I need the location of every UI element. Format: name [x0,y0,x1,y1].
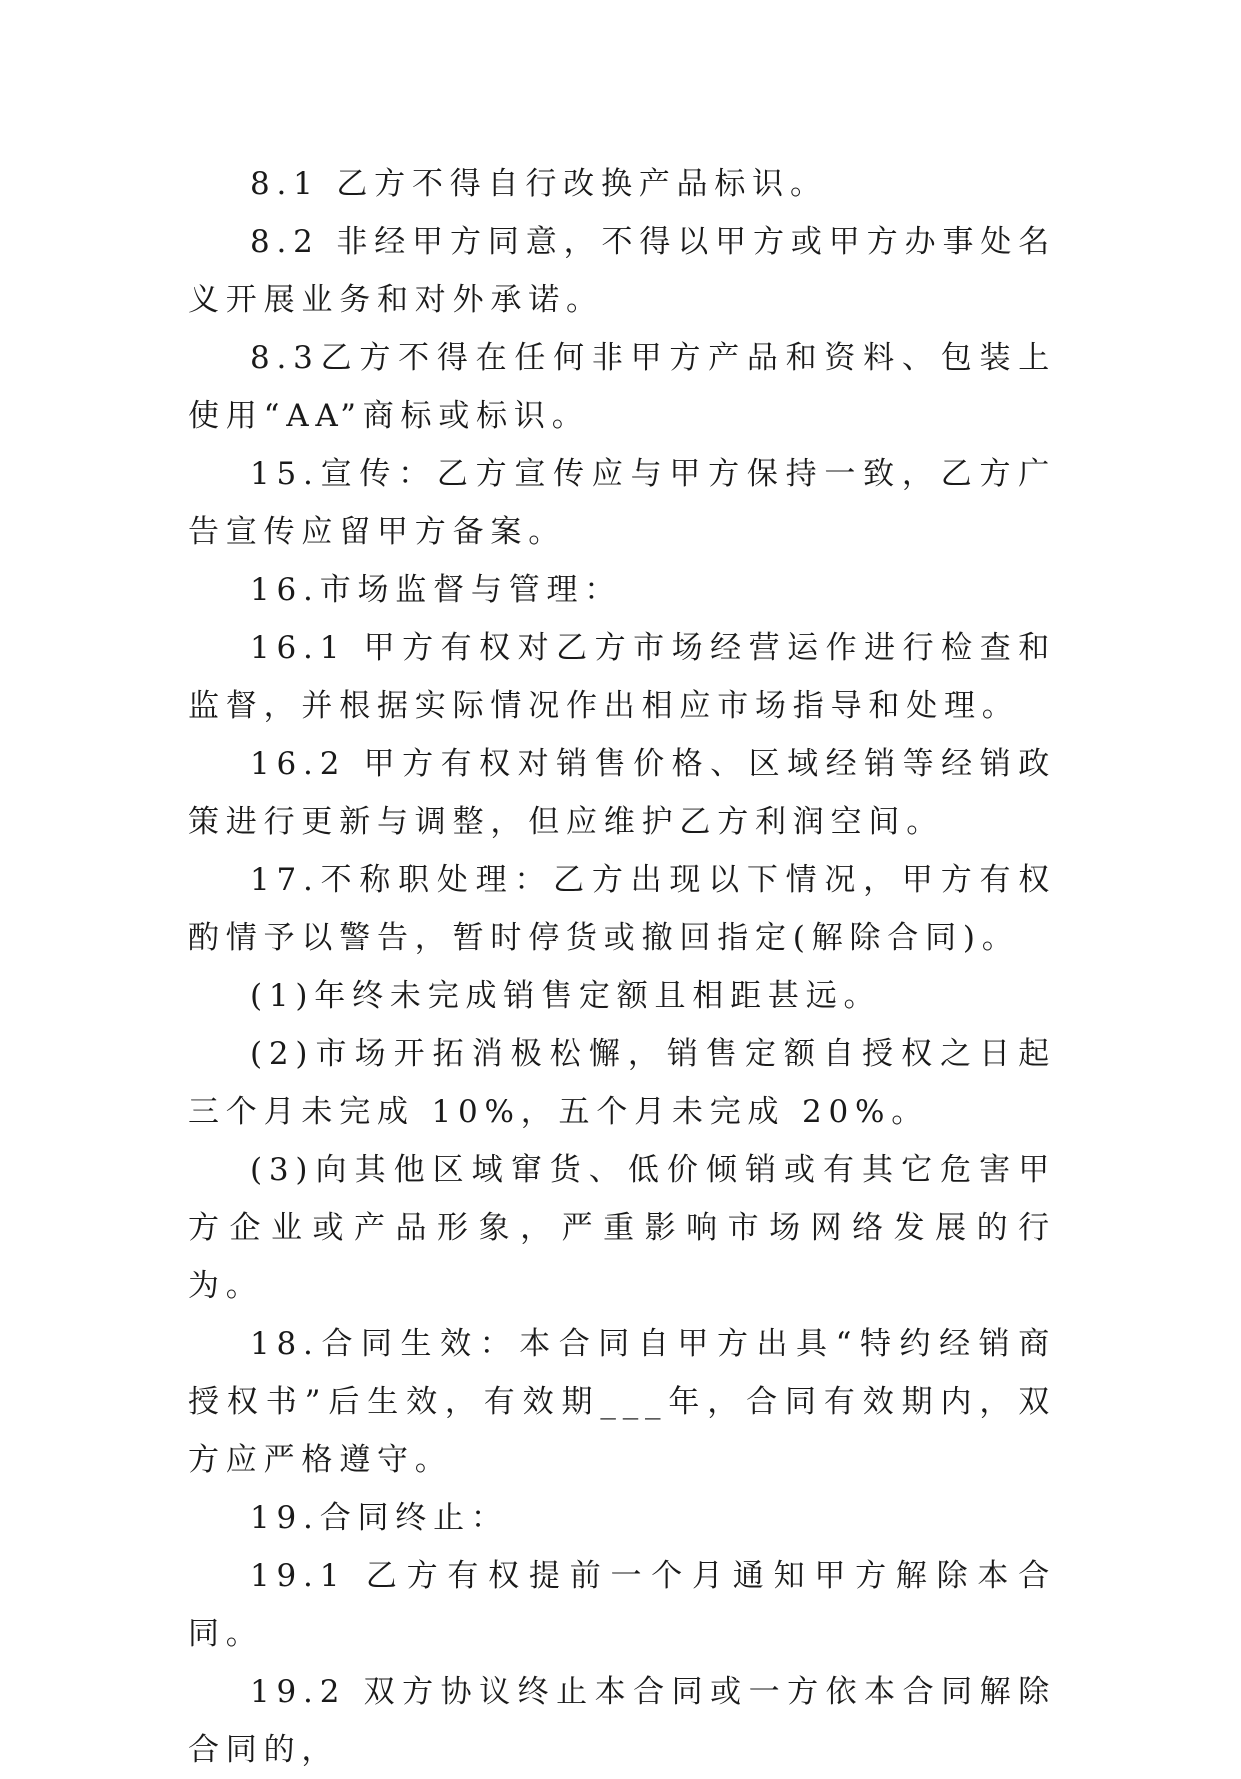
clause-19-1: 19.1 乙方有权提前一个月通知甲方解除本合同。 [188,1558,1056,1652]
clause-17-item-2: (2)市场开拓消极松懈，销售定额自授权之日起三个月未完成 10%，五个月未完成 20%。 [188,1036,1056,1130]
clause-19-2: 19.2 双方协议终止本合同或一方依本合同解除合同的， [188,1674,1056,1768]
clause-16-1: 16.1 甲方有权对乙方市场经营运作进行检查和监督，并根据实际情况作出相应市场指导和处理。 [188,630,1056,724]
clause-8-1: 8.1 乙方不得自行改换产品标识。 [250,166,828,202]
clause-17-item-1: (1)年终未完成销售定额且相距甚远。 [250,978,882,1014]
clause-17-incompetence: 17.不称职处理：乙方出现以下情况，甲方有权酌情予以警告，暂时停货或撤回指定(解除合同)。 [188,862,1056,956]
clause-8-2: 8.2 非经甲方同意，不得以甲方或甲方办事处名义开展业务和对外承诺。 [188,224,1056,318]
clause-19-heading: 19.合同终止： [250,1500,509,1536]
clause-15-publicity: 15.宣传：乙方宣传应与甲方保持一致，乙方广告宣传应留甲方备案。 [188,456,1056,550]
clause-16-heading: 16.市场监督与管理： [250,572,623,608]
clause-18-effectiveness: 18.合同生效：本合同自甲方出具“特约经销商授权书”后生效，有效期___年，合同有效期内，双方应严格遵守。 [188,1326,1056,1478]
contract-text-body [188,155,1056,1779]
clause-16-2: 16.2 甲方有权对销售价格、区域经销等经销政策进行更新与调整，但应维护乙方利润空间。 [188,746,1056,840]
clause-8-3: 8.3乙方不得在任何非甲方产品和资料、包装上使用“AA”商标或标识。 [188,340,1056,434]
clause-17-item-3: (3)向其他区域窜货、低价倾销或有其它危害甲方企业或产品形象，严重影响市场网络发展的行为。 [188,1152,1056,1304]
